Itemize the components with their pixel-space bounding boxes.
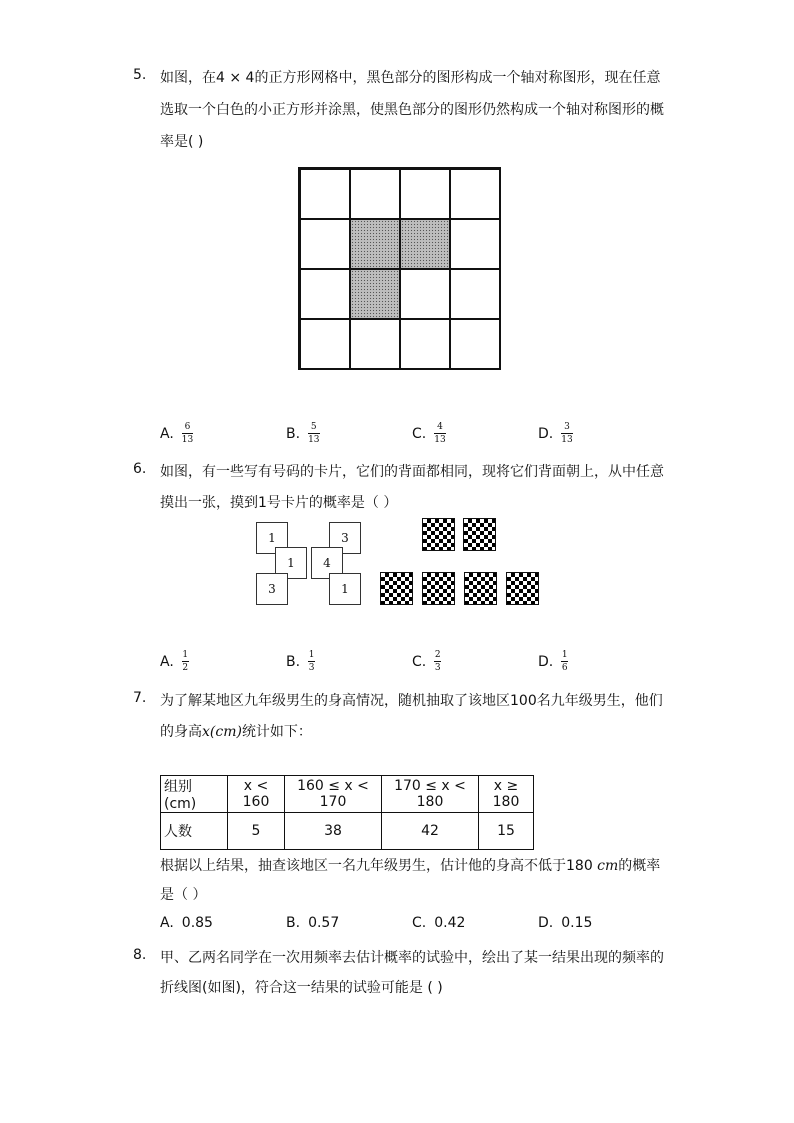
- grid-cell: [450, 269, 500, 319]
- grid-cell: [450, 319, 500, 369]
- question-7-option-b[interactable]: [286, 915, 339, 931]
- card-back: [463, 518, 496, 551]
- card-back: [506, 572, 539, 605]
- question-7-text-line2: [160, 721, 312, 741]
- option-value: 0.42: [434, 915, 466, 931]
- card-back: [380, 572, 413, 605]
- table-cell: 38: [285, 813, 382, 850]
- question-6-text-line2: 摸出一张，摸到1号卡片的概率是（ ）: [160, 495, 398, 511]
- question-8-text-line1: 甲、乙两名同学在一次用频率去估计概率的试验中，绘出了某一结果出现的频率的: [160, 950, 664, 966]
- table-cell: 5: [228, 813, 285, 850]
- option-label: D.: [538, 915, 554, 931]
- option-value: 0.57: [308, 915, 340, 931]
- question-7-option-d[interactable]: [538, 915, 592, 931]
- option-fraction: $\frac{4}{13}$: [434, 422, 446, 445]
- grid-cell: [400, 269, 450, 319]
- table-cell: 人数: [161, 813, 228, 850]
- question-5-text-line3: 率是( ): [160, 134, 204, 150]
- grid-cell: [450, 219, 500, 269]
- option-fraction: $\frac{5}{13}$: [308, 422, 320, 445]
- table-cell: 42: [382, 813, 479, 850]
- card-front: 3: [329, 522, 361, 554]
- grid-cell: [300, 269, 350, 319]
- question-6-text-line1: 如图，有一些写有号码的卡片，它们的背面都相同，现将它们背面朝上，从中任意: [160, 464, 664, 480]
- math-expression: x(cm): [202, 724, 242, 740]
- option-value: 0.15: [561, 915, 593, 931]
- option-label: A.: [160, 425, 174, 442]
- card-front: 4: [311, 547, 343, 579]
- question-5-option-b[interactable]: [286, 422, 320, 445]
- table-cell: 15: [479, 813, 534, 850]
- question-5-option-c[interactable]: [412, 422, 446, 445]
- option-fraction: $\frac{6}{13}$: [181, 422, 194, 445]
- grid-cell: [350, 319, 400, 369]
- question-8-number: 8.: [133, 947, 147, 963]
- question-7-number: 7.: [133, 690, 147, 706]
- option-label: A.: [160, 915, 174, 931]
- question-5-option-a[interactable]: [160, 422, 193, 445]
- option-fraction: $\frac{1}{6}$: [561, 650, 568, 673]
- option-label: D.: [538, 653, 554, 670]
- question-5-text-line1: 如图，在4 × 4的正方形网格中，黑色部分的图形构成一个轴对称图形，现在任意: [160, 70, 661, 86]
- height-table: [160, 775, 534, 850]
- text-segment: 统计如下：: [241, 724, 312, 740]
- option-label: D.: [538, 425, 554, 442]
- question-5-option-d[interactable]: [538, 422, 573, 445]
- option-fraction: $\frac{1}{3}$: [308, 650, 315, 673]
- grid-cell: [300, 169, 350, 219]
- option-fraction: $\frac{1}{2}$: [182, 650, 189, 673]
- table-header-row: [161, 776, 534, 813]
- table-cell: 170 ≤ x < 180: [382, 776, 479, 813]
- option-label: C.: [412, 653, 427, 670]
- card-back: [464, 572, 497, 605]
- question-6-option-b[interactable]: [286, 650, 315, 673]
- option-label: C.: [412, 425, 427, 442]
- text-segment: 的身高: [160, 724, 202, 740]
- table-cell: x < 160: [228, 776, 285, 813]
- question-5-number: 5.: [133, 67, 147, 83]
- grid-cell: [400, 169, 450, 219]
- question-8-text-line2: 折线图(如图)，符合这一结果的试验可能是 ( ): [160, 980, 443, 996]
- option-label: C.: [412, 915, 427, 931]
- question-6-option-a[interactable]: [160, 650, 189, 673]
- question-7-text-line3: [160, 855, 660, 875]
- table-cell: 160 ≤ x < 170: [285, 776, 382, 813]
- option-label: A.: [160, 653, 174, 670]
- grid-cell-shaded: [350, 219, 400, 269]
- card-back: [422, 518, 455, 551]
- table-cell: x ≥ 180: [479, 776, 534, 813]
- option-fraction: $\frac{2}{3}$: [434, 650, 441, 673]
- question-6-option-c[interactable]: [412, 650, 441, 673]
- grid-cell: [350, 169, 400, 219]
- question-7-text-line4: 是（ ）: [160, 887, 207, 903]
- option-label: B.: [286, 653, 301, 670]
- grid-cell: [300, 319, 350, 369]
- question-6-number: 6.: [133, 461, 147, 477]
- question-5-grid-figure: [298, 167, 501, 370]
- grid-cell-shaded: [350, 269, 400, 319]
- text-segment: 根据以上结果，抽查该地区一名九年级男生，估计他的身高不低于180: [160, 858, 598, 874]
- question-5-text-line2: 选取一个白色的小正方形并涂黑，使黑色部分的图形仍然构成一个轴对称图形的概: [160, 102, 664, 118]
- card-front: 1: [275, 547, 307, 579]
- card-front: 1: [256, 522, 288, 554]
- option-label: B.: [286, 915, 301, 931]
- grid-cell: [450, 169, 500, 219]
- text-segment: 的概率: [618, 858, 661, 874]
- table-row: [161, 813, 534, 850]
- option-value: 0.85: [181, 915, 213, 931]
- question-6-option-d[interactable]: [538, 650, 568, 673]
- grid-cell-shaded: [400, 219, 450, 269]
- question-7-option-a[interactable]: [160, 915, 213, 931]
- math-expression: cm: [597, 858, 619, 874]
- grid-cell: [400, 319, 450, 369]
- option-fraction: $\frac{3}{13}$: [561, 422, 573, 445]
- card-front: 3: [256, 573, 288, 605]
- card-front: 1: [329, 573, 361, 605]
- table-cell: 组别(cm): [161, 776, 228, 813]
- option-label: B.: [286, 425, 301, 442]
- grid-cell: [300, 219, 350, 269]
- question-7-text-line1: 为了解某地区九年级男生的身高情况，随机抽取了该地区100名九年级男生，他们: [160, 693, 663, 709]
- card-back: [422, 572, 455, 605]
- question-7-option-c[interactable]: [412, 915, 465, 931]
